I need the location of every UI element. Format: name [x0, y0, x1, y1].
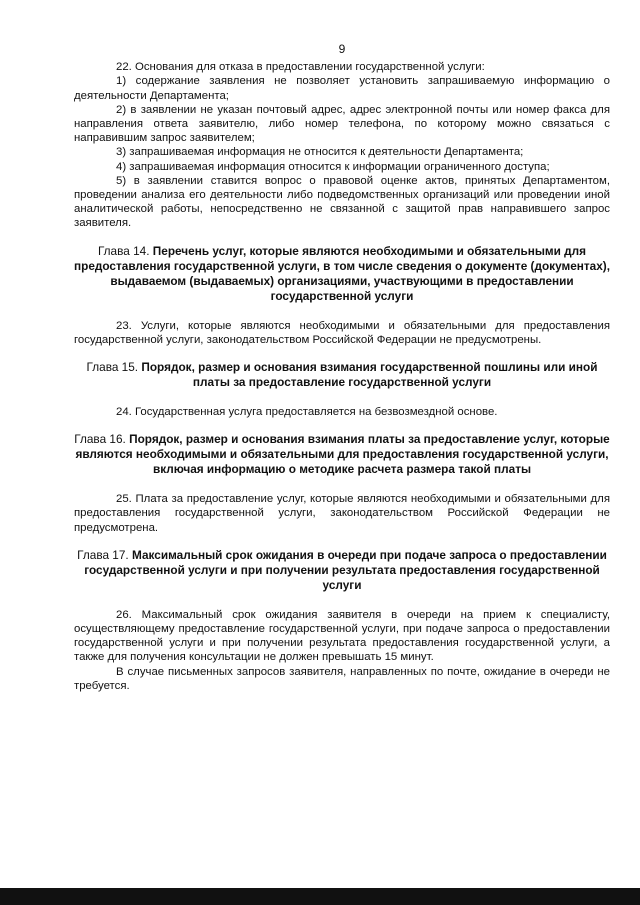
chapter-15-heading	[74, 360, 610, 390]
chapter-prefix: Глава 16.	[74, 432, 130, 447]
paragraph-24: 24. Государственная услуга предоставляется на безвозмездной основе.	[116, 406, 498, 419]
list-item: 3) запрашиваемая информация не относится к деятельности Департамента;	[116, 146, 524, 159]
paragraph-25: 25. Плата за предоставление услуг, которые являются необходимыми и обязательными для предоставления государственной услуги, законодательством Российской Федерации не предусмотрена.	[74, 493, 610, 534]
chapter-14-heading	[74, 244, 610, 304]
list-item: 4) запрашиваемая информация относится к информации ограниченного доступа;	[116, 160, 550, 173]
scan-bottom-edge	[0, 888, 640, 905]
chapter-prefix: Глава 15.	[86, 360, 142, 375]
page-number: 9	[338, 42, 346, 56]
chapter-title: Порядок, размер и основания взимания государственной пошлины или иной платы за предоставление государственной услуги	[141, 360, 598, 390]
paragraph-23: 23. Услуги, которые являются необходимыми и обязательными для предоставления государственной услуги, законодательством Российской Федерации не предусмотрены.	[74, 319, 610, 346]
paragraph-26-continued: В случае письменных запросов заявителя, направленных по почте, ожидание в очереди не требуется.	[74, 665, 610, 692]
chapter-title: Перечень услуг, которые являются необходимыми и обязательными для предоставления государственной услуги, в том числе сведения о документе (документах), выдаваемом (выдаваемых) организациями, участвующими в предоставлении государственной услуги	[74, 243, 611, 303]
chapter-17-heading	[74, 548, 610, 593]
paragraph-22: 22. Основания для отказа в предоставлении государственной услуги:	[116, 61, 485, 74]
list-item: 1) содержание заявления не позволяет установить запрашиваемую информацию о деятельности Департамента;	[74, 75, 610, 102]
chapter-prefix: Глава 14.	[97, 243, 153, 258]
chapter-prefix: Глава 17.	[77, 547, 132, 562]
chapter-title: Максимальный срок ожидания в очереди при подаче запроса о предоставлении государственной услуги и при получении результата предоставления государственной услуги	[84, 547, 607, 592]
list-item: 2) в заявлении не указан почтовый адрес, адрес электронной почты или номер факса для направления ответа заявителю, либо номер телефона, по которому можно связаться с направившим запрос заявителем;	[74, 103, 610, 145]
document-page	[74, 42, 610, 693]
chapter-title: Порядок, размер и основания взимания платы за предоставление услуг, которые являются необходимыми и обязательными для предоставления государственной услуги, включая информацию о методике расчета размера такой платы	[75, 432, 610, 477]
chapter-16-heading	[74, 432, 610, 477]
paragraph-26: 26. Максимальный срок ожидания заявителя в очереди на прием к специалисту, осуществляющему предоставление государственной услуги, при подаче запроса о предоставлении государственной услуги и при получении результата предоставления государственной услуги, а также для получения консультации не должен превышать 15 минут.	[74, 608, 610, 664]
list-item: 5) в заявлении ставится вопрос о правовой оценке актов, принятых Департаментом, проведении анализа его деятельности либо подведомственных организаций или проведении иной аналитической работы, непосредственно не связанной с защитой прав направившего запрос заявителя.	[74, 174, 610, 230]
